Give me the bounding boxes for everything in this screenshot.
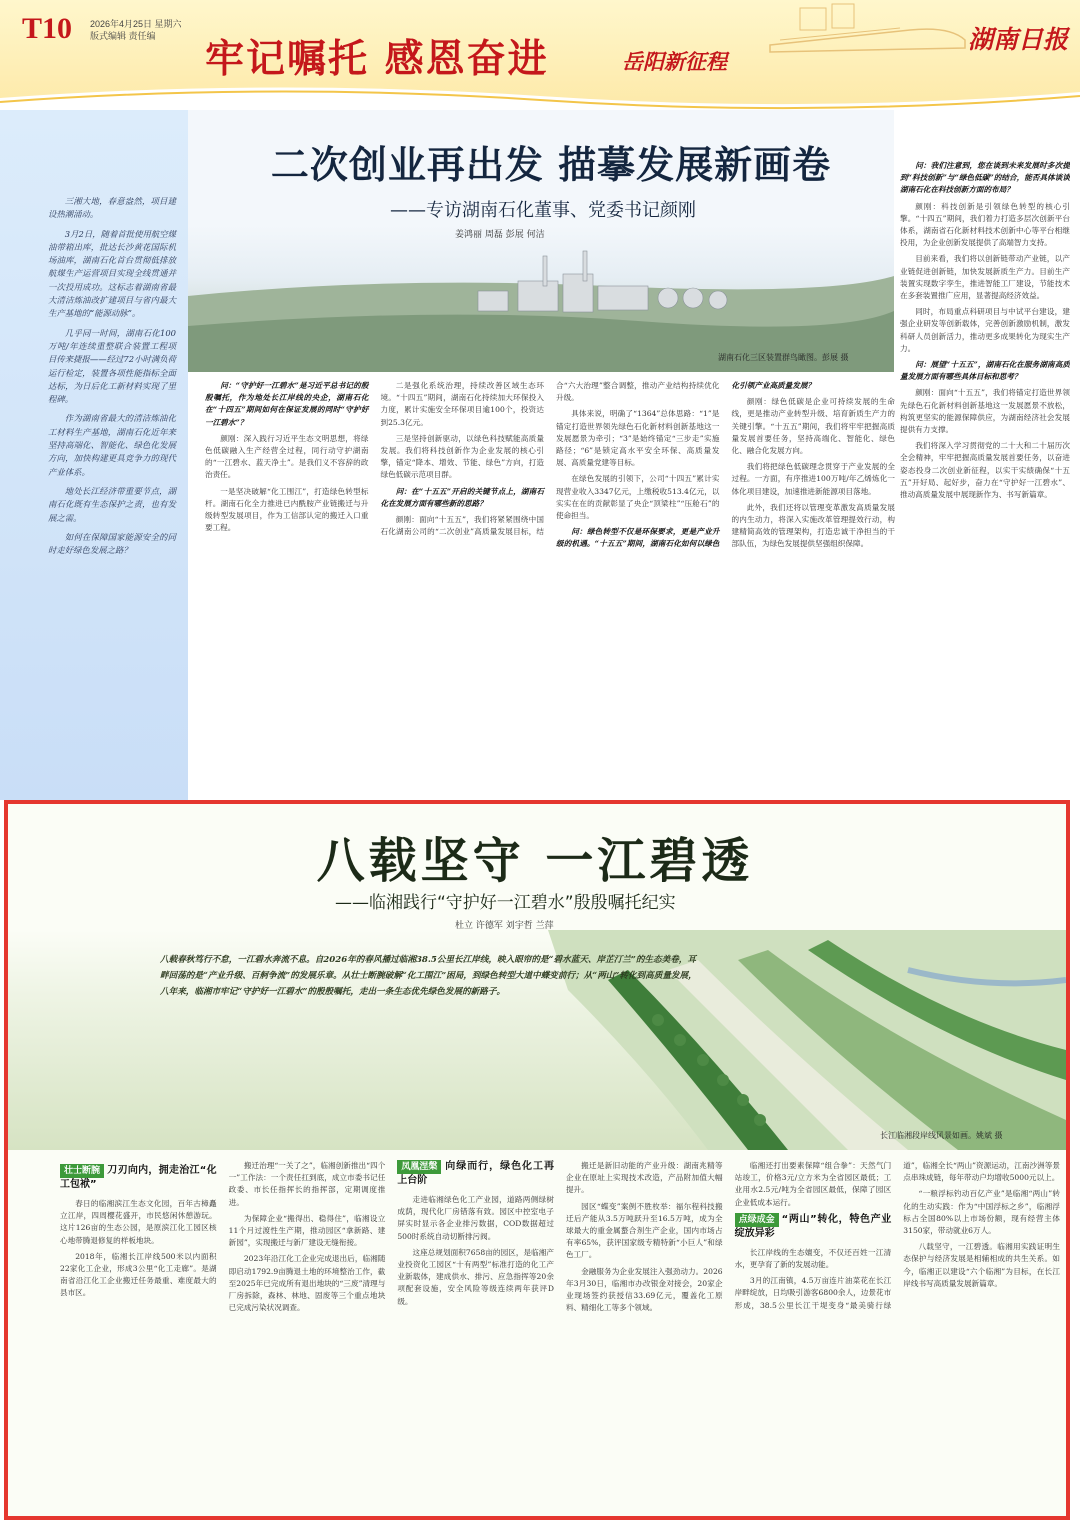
body-paragraph: 3月的江南镇，4.5万亩连片油菜花在长江岸畔绽放，日均吸引游客6800余人，边景花市形成，38.5公里长江干堤变身“最美骑行绿道”，临湘全长“两山”资源运动，江南沙洲等景点串珠成链，每年带动户均增收5000元以上。: [734, 1161, 1060, 1310]
article2-byline: 杜立 许德军 刘宇哲 兰萍: [455, 921, 554, 931]
section-title: “两山”转化，特色产业绽放异彩: [734, 1213, 892, 1239]
paper-logo: 湖南日报: [968, 25, 1069, 54]
body-paragraph: 我们将把绿色低碳理念贯穿于产业发展的全过程。一方面，有序推进100万吨/年乙烯炼化一体化项目建设，加速推进新能源项目落地。: [731, 462, 895, 496]
article2-title: 八载坚守 一江碧透: [316, 833, 754, 889]
body-paragraph: 颜刚：绿色低碳是企业可持续发展的生命线，更是推动产业转型升级、培育新质生产力的关键引擎。“十五五”期间，我们将牢牢把握高质量发展首要任务，坚持高端化、智能化、绿色化、融合化发展方向。: [731, 397, 895, 456]
section-title: 刀刃向内，拥走治江“化工包袱”: [60, 1165, 217, 1190]
body-paragraph: 一是坚决破解“化工围江”，打造绿色转型标杆。湖南石化全力推进已内酰胺产业链搬迁与升级转型发展项目，作为工信部认定的搬迁入口重要工程。: [205, 486, 369, 533]
article2-subtitle: ——临湘践行“守护好一江碧水”殷殷嘱托纪实: [335, 893, 676, 913]
left-paragraph: 几乎同一时间，湖南石化100万吨/年连续重整联合装置工程项目传来捷报——经过72小时满负荷运行检定，装置各项性能指标全面达标，为日后化工新材料实现了里程碑。: [48, 327, 176, 405]
body-paragraph: 搬迁治理“一关了之”，临湘创新推出“四个一”工作法：一个责任扛到底，成立市委书记任政委、市长任指挥长的指挥部，定期调度推进。: [228, 1161, 386, 1207]
article1-body: [205, 380, 895, 790]
article1-byline: 姜鸿丽 周磊 彭展 何洁: [455, 230, 545, 240]
body-paragraph: 在绿色发展的引领下，公司“十四五”累计实现营业收入3347亿元，上缴税收513.4亿元，以实实在在的贡献彰显了央企“顶梁柱”“压舱石”的使命担当。: [556, 474, 720, 521]
section-title: 向绿而行，绿色化工再上台阶: [397, 1161, 554, 1186]
body-paragraph: 园区“蝶变”案例不胜枚举：福尔程科技搬迁后产能从3.5万吨跃升至16.5万吨，成为全球最大的重金属螯合剂生产企业，国内市场占有率65%，获评国家级专精特新“小巨人”和绿色工厂。: [565, 1201, 723, 1260]
body-paragraph: 长江岸线的生态嬗变，不仅还百姓一江清水，更孕育了新的发展动能。: [734, 1247, 892, 1270]
body-paragraph: 走进临湘绿色化工产业园，道路两侧绿树成荫，现代化厂房错落有致。园区中控室电子屏实时显示各企业排污数据，COD数据超过500时系统自动切断排污阀。: [397, 1195, 554, 1241]
refinery-aerial-photo: [188, 226, 894, 372]
body-paragraph: 八载坚守，一江碧透。临湘用实践证明生态保护与经济发展是相辅相成的共生关系。如今，临湘正以建设“六个临湘”为目标，在长江岸线书写高质量发展新篇章。: [903, 1242, 1060, 1288]
body-paragraph: “一粮浮标钓动百亿产业”是临湘“两山”转化的生动实践：作为“中国浮标之乡”，临湘浮标占全国80%以上市场份额，现有经营主体3150家，带动就业6万人。: [903, 1189, 1060, 1236]
header-slogan: 牢记嘱托 感恩奋进: [205, 37, 549, 82]
body-paragraph: 颜刚：深入践行习近平生态文明思想，将绿色低碳融入生产经营全过程，同行动守护湖南的“一江碧水、蓝天净土”。是我们义不容辞的政治责任。: [205, 433, 369, 480]
body-paragraph: 临湘还打出要素保障“组合拳”：天然气门站竣工，价格3元/立方米为全省园区最低；工业用水2.5元/吨为全省园区最低，保障了园区企业低成本运行。: [734, 1161, 892, 1207]
section-tag: 凤凰涅槃: [397, 1160, 441, 1174]
train-illustration: [760, 0, 980, 60]
body-paragraph: 为保障企业“搬得出、稳得住”，临湘设立11个月过渡性生产期，推动园区“拿新路、建新园”，实现搬迁与新厂建设无缝衔接。: [228, 1213, 386, 1248]
body-paragraph: 具体来说，明确了“1364”总体思路：“1”是锚定打造世界领先绿色石化新材料创新基地这一发展愿景为牵引；“3”是始终锚定“三步走”实施路径；“6”是锁定高水平安全环保、高质量发展、高质量党建等目标。: [556, 409, 720, 468]
body-paragraph: 颜刚：科技创新是引领绿色转型的核心引擎。“十四五”期间，我们着力打造多层次创新平台体系，湖南省石化新材料技术创新中心等平台相继投用，为企业创新发展提供了高端智力支持。: [900, 201, 1070, 248]
article1-title: 二次创业再出发 描摹发展新画卷: [270, 143, 832, 187]
article2-lead: 八载春秋笃行不怠，一江碧水奔流不息。自2026年的春风播过临湘38.5公里长江岸线，映入眼帘的是“碧水蓝天、岸芷汀兰”的生态美卷，耳畔回荡的是“产业升级、百舸争流”的发展乐章。从壮士断腕破解“化工围江”困局，到绿色转型大道中蝶变前行；从“两山”转化到高质量发展，八年来，临湘市牢记“守护好一江碧水”的殷殷嘱托，走出一条生态优先绿色发展的新路子。: [160, 955, 697, 997]
article2-photo-caption: 长江临湘段岸线风景如画。姚斌 摄: [880, 1131, 1003, 1140]
page-number: T10: [22, 12, 73, 45]
date-line: 2026年4月25日 星期六: [90, 19, 182, 29]
article1-photo-caption: 湖南石化三区装置群鸟瞰图。彭展 摄: [718, 353, 849, 362]
article1-subtitle: ——专访湖南石化董事、党委书记颜刚: [390, 200, 696, 221]
body-paragraph: 二是强化系统治理，持续改善区域生态环境。“十四五”期间，湖南石化持续加大环保投入力度，累计实施安全环保项目逾100个，投资达到25.3亿元。: [380, 381, 544, 427]
left-paragraph: 3月2日，随着首批使用航空煤油带箱出库，批达长沙黄花国际机场油库，湖南石化首台贯彻低排放航煤生产运营项目实现全线贯通并一次投用成功。这标志着湖南省最大清洁炼油改扩建项目与省内最大生产基地的“能源动脉”。: [48, 228, 176, 319]
section-tag: 壮士断腕: [60, 1164, 104, 1178]
interview-question: 问：展望“十五五”，湖南石化在服务湖南高质量发展方面有哪些具体目标和思考？: [900, 360, 1070, 382]
body-paragraph: 目前来看，我们将以创新链带动产业链，以产业链促进创新链，加快发展新质生产力。目前生产装置实现数字孪生，推进智能工厂建设，节能技术在多套装置推广应用，显著提高经济效益。: [900, 254, 1070, 301]
left-intro-text: [48, 195, 176, 563]
body-paragraph: 我们将深入学习贯彻党的二十大和二十届历次全会精神，牢牢把握高质量发展首要任务，以奋进姿态投身二次创业新征程，以实干实绩确保“十五五”开好局、起好步，奋力在“守护好一江碧水”、推动高质量发展中展现新作为、书写新篇章。: [900, 441, 1070, 500]
highlight-frame: [4, 800, 1070, 1520]
body-paragraph: 搬迁是新旧动能的产业升级：湖南兆精等企业在原址上实现技术改造，产品附加值大幅提升。: [565, 1161, 723, 1195]
header-meta: [90, 18, 182, 42]
header-slogan-sub: 岳阳新征程: [622, 49, 727, 74]
body-paragraph: 2018年，临湘长江岸线500米以内面积22家化工企业，形成3公里“化工走廊”。是湖南省沿江化工企业搬迁任务最重、难度最大的县市区。: [60, 1251, 217, 1298]
section-tag: 点绿成金: [735, 1213, 779, 1227]
body-paragraph: 同时，布局重点科研项目与中试平台建设，建强企业研发等创新载体，完善创新激励机制，激发科研人员创新活力，推动更多成果转化为现实生产力。: [900, 307, 1070, 353]
body-paragraph: 2023年沿江化工企业完成退出后，临湘随即启动1792.9亩腾退土地的环境整治工作，截至2025年已完成所有退出地块的“三废”清理与厂房拆除，森林、林地、固废等三个重点地块已完成污染状况调查。: [228, 1254, 386, 1313]
left-paragraph: 作为湖南省最大的清洁炼油化工材料生产基地，湖南石化近年来坚持高端化、智能化、绿色化发展方向，加快构建更具竞争力的现代产业体系。: [48, 413, 176, 477]
left-paragraph: 地处长江经济带重要节点，湖南石化既有生态保护之责，也有发展之需。: [48, 485, 176, 523]
body-paragraph: 三是坚持创新驱动，以绿色科技赋能高质量发展。我们将科技创新作为企业发展的核心引擎，锚定“降本、增效、节能、绿色”方向，打造绿色低碳示范项目群。: [380, 433, 544, 480]
body-paragraph: 春日的临湘滨江生态文化园，百年古樟矗立江岸，四周樱花盛开，市民悠闲休憩游玩。这片126亩的生态公园，是原滨江化工园区核心地带腾退修复的样板地块。: [60, 1199, 217, 1245]
interview-question: 问：“守护好一江碧水”是习近平总书记的殷殷嘱托，作为地处长江岸线的央企，湖南石化在“十四五”期间如何在保证发展的同时“守护好一江碧水”？: [205, 381, 369, 427]
editor-line: 版式编辑 责任编: [90, 31, 156, 41]
interview-question: 问：绿色转型不仅是环保要求，更是产业升级的机遇。“十五五”期间，湖南石化如何以绿色化引领产业高质量发展？: [556, 381, 816, 549]
left-paragraph: 如何在保障国家能源安全的同时走好绿色发展之路？: [48, 531, 176, 556]
interview-question: 问：我们注意到，您在谈到未来发展时多次提到“科技创新”与“绿色低碳”的结合，能否具体谈谈湖南石化在科技创新方面的布局？: [900, 161, 1070, 195]
body-paragraph: 这座总规划面积7658亩的园区，是临湘产业投资化工园区“十有两型”标准打造的化工产业新载体，建成供水、排污、应急指挥等20余项配套设施，安全风险等级连续两年获评D级。: [397, 1247, 554, 1306]
body-paragraph: 此外，我们还将以管理变革激发高质量发展的内生动力，将深入实施改革管理提效行动，构建精简高效的管理架构，打造忠诚干净担当的干部队伍，为绿色发展提供坚强组织保障。: [731, 502, 895, 549]
body-paragraph: 金融服务为企业发展注入强劲动力。2026年3月30日，临湘市办改银金对接会，20家企业现场签约获授信33.69亿元，覆盖化工原料、精细化工等多个领域。: [565, 1266, 723, 1313]
article1-right-column: [900, 160, 1070, 800]
body-paragraph: 颜刚：面向“十五五”，我们将锚定打造世界领先绿色石化新材料创新基地这一发展愿景不放松，构筑更坚实的能源保障供应，为湖南经济社会发展提供有力支撑。: [900, 388, 1070, 435]
left-paragraph: 三湘大地，春意盎然，项目建设热潮涌动。: [48, 196, 176, 220]
interview-question: 问：在“十五五”开启的关键节点上，湖南石化在发展方面有哪些新的思路？: [380, 486, 544, 508]
body-paragraph: 颜刚：面向“十五五”，我们将紧紧围绕中国石化湖南公司的“二次创业”高质量发展目标，结合“六大治理”整合调整，推动产业结构持续优化升级。: [380, 381, 720, 537]
